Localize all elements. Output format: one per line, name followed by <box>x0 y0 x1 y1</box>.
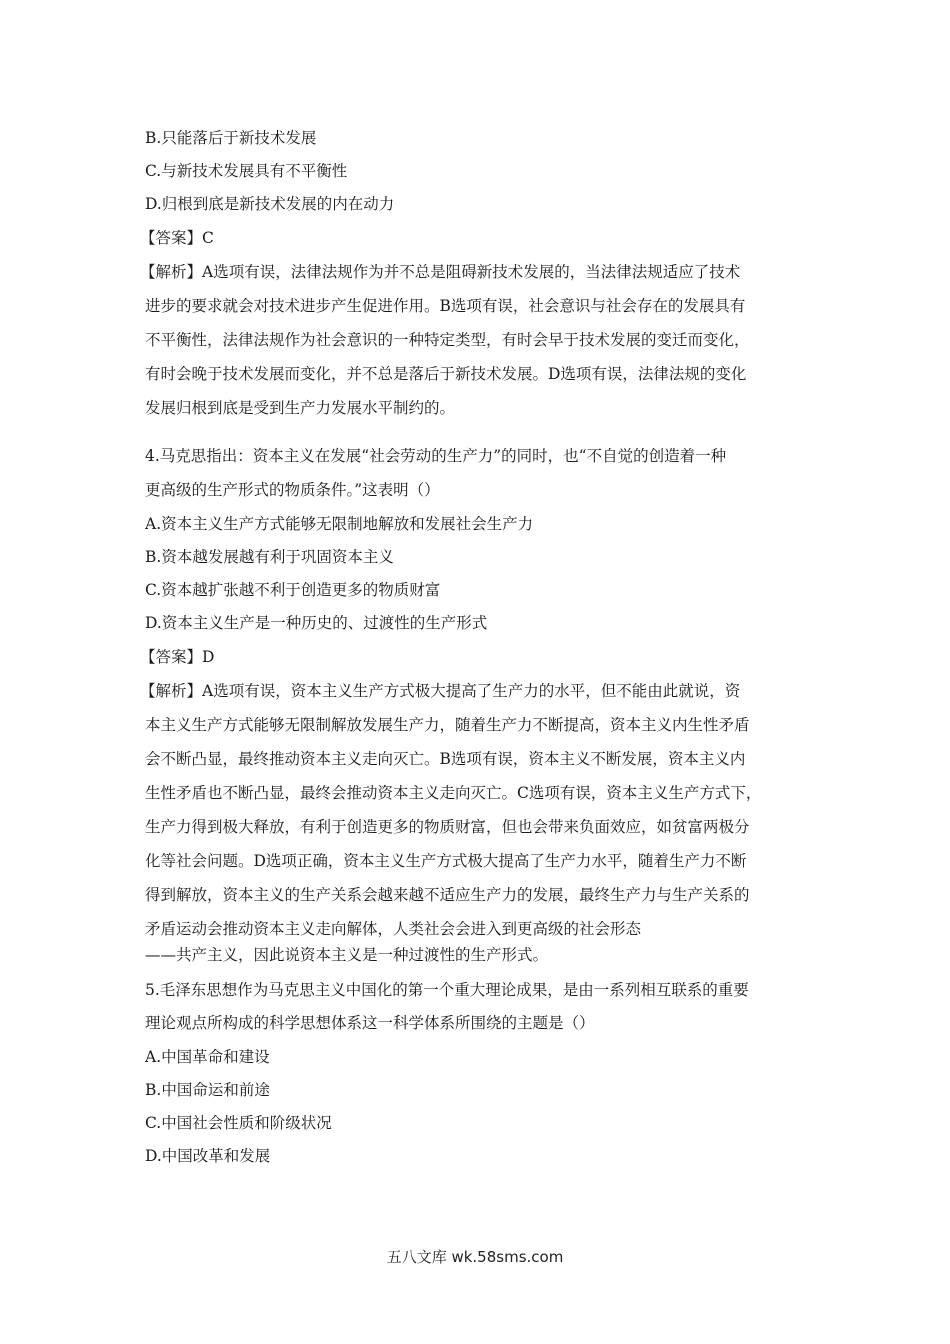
q3-option-b: B.只能落后于新技术发展 <box>145 129 317 147</box>
q5-option-d: D.中国改革和发展 <box>145 1147 271 1165</box>
q4-stem-line: 4.马克思指出：资本主义在发展“社会劳动的生产力”的同时，也“不自觉的创造着一种 <box>145 447 727 465</box>
q4-analysis-line: 化等社会问题。D选项正确，资本主义生产方式极大提高了生产力水平，随着生产力不断 <box>145 852 747 870</box>
q4-option-a: A.资本主义生产方式能够无限制地解放和发展社会生产力 <box>145 515 534 533</box>
q3-analysis-line: 【解析】A选项有误，法律法规作为并不总是阻碍新技术发展的，当法律法规适应了技术 <box>140 263 741 281</box>
q4-stem-line: 更高级的生产形式的物质条件。”这表明（） <box>145 481 440 499</box>
q4-option-c: C.资本越扩张越不利于创造更多的物质财富 <box>145 581 441 599</box>
q4-analysis-line: 生性矛盾也不断凸显，最终会推动资本主义走向灭亡。C选项有误，资本主义生产方式下， <box>145 784 762 802</box>
q4-analysis-line: 矛盾运动会推动资本主义走向解体，人类社会会进入到更高级的社会形态 <box>145 920 642 938</box>
q4-analysis-line: 本主义生产方式能够无限制解放发展生产力，随着生产力不断提高，资本主义内生性矛盾 <box>145 716 750 734</box>
q4-analysis-line: 得到解放，资本主义的生产关系会越来越不适应生产力的发展，最终生产力与生产关系的 <box>145 886 750 904</box>
q3-analysis-line: 有时会晚于技术发展而变化，并不总是落后于新技术发展。D选项有误，法律法规的变化 <box>145 365 747 383</box>
q5-stem-line: 理论观点所构成的科学思想体系这一科学体系所围绕的主题是（） <box>145 1014 595 1032</box>
q5-option-c: C.中国社会性质和阶级状况 <box>145 1114 332 1132</box>
q3-analysis-line: 不平衡性，法律法规作为社会意识的一种特定类型，有时会早于技术发展的变迁而变化， <box>145 331 750 349</box>
q3-option-d: D.归根到底是新技术发展的内在动力 <box>145 195 395 213</box>
q5-option-a: A.中国革命和建设 <box>145 1048 270 1066</box>
q3-analysis-line: 进步的要求就会对技术进步产生促进作用。B选项有误，社会意识与社会存在的发展具有 <box>145 297 746 315</box>
q3-answer: 【答案】C <box>140 229 214 247</box>
q3-analysis-line: 发展归根到底是受到生产力发展水平制约的。 <box>145 399 456 417</box>
q4-analysis-line: ——共产主义，因此说资本主义是一种过渡性的生产形式。 <box>145 946 549 964</box>
q4-answer: 【答案】D <box>140 648 215 666</box>
q4-analysis-line: 生产力得到极大释放，有利于创造更多的物质财富，但也会带来负面效应，如贫富两极分 <box>145 818 750 836</box>
q4-analysis-line: 【解析】A选项有误，资本主义生产方式极大提高了生产力的水平，但不能由此就说，资 <box>140 682 741 700</box>
q4-option-d: D.资本主义生产是一种历史的、过渡性的生产形式 <box>145 614 488 632</box>
q3-option-c: C.与新技术发展具有不平衡性 <box>145 162 348 180</box>
q4-option-b: B.资本越发展越有利于巩固资本主义 <box>145 548 394 566</box>
q4-analysis-line: 会不断凸显，最终推动资本主义走向灭亡。B选项有误，资本主义不断发展，资本主义内 <box>145 750 746 768</box>
q5-stem-line: 5.毛泽东思想作为马克思主义中国化的第一个重大理论成果，是由一系列相互联系的重要 <box>145 981 749 999</box>
q5-option-b: B.中国命运和前途 <box>145 1081 270 1099</box>
page-footer: 五八文库 wk.58sms.com <box>386 1248 564 1266</box>
